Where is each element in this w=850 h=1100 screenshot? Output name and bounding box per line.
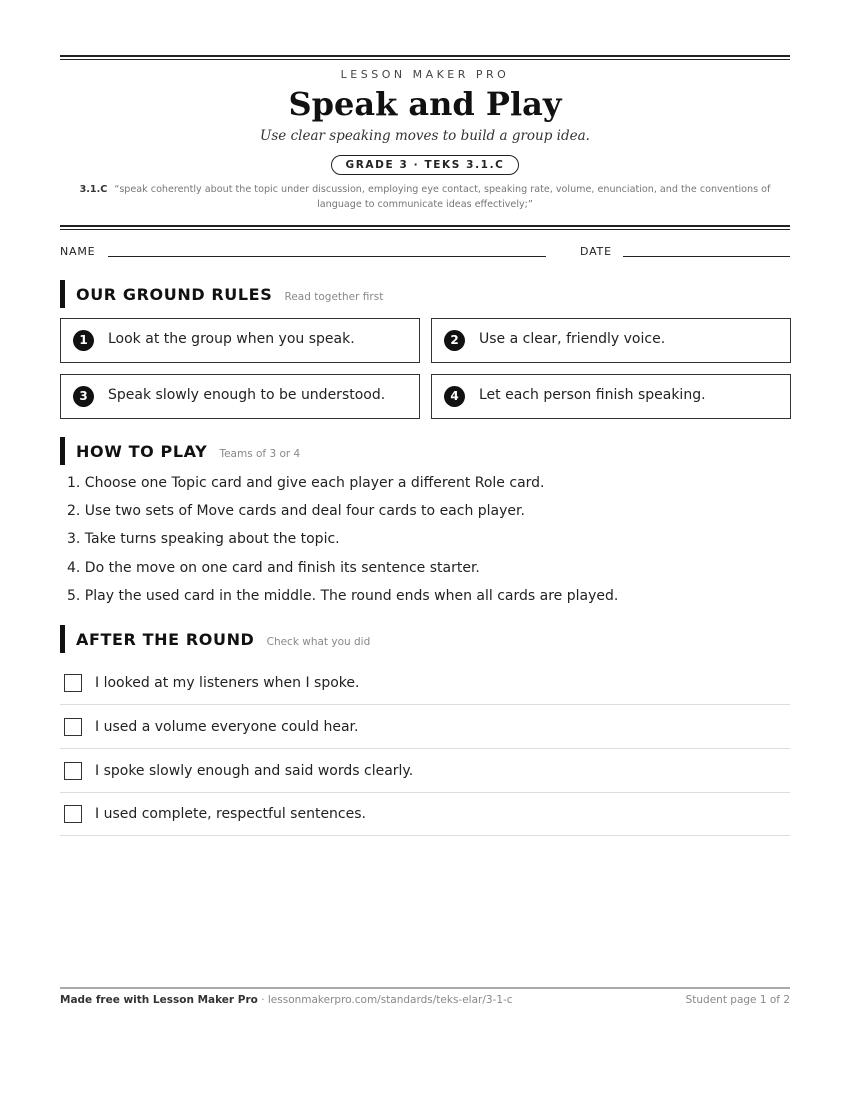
page-title: Speak and Play: [288, 85, 562, 123]
after-round-title: AFTER THE ROUND: [76, 630, 255, 649]
after-round-heading: [60, 625, 790, 653]
after-round-note: Check what you did: [266, 636, 371, 648]
checkbox[interactable]: [64, 718, 82, 736]
ground-rule-card: [431, 374, 791, 419]
step-item: 3. Take turns speaking about the topic.: [67, 531, 340, 548]
ground-rule-card: [60, 318, 420, 363]
rule-number-badge: 4: [444, 386, 465, 407]
step-item: 2. Use two sets of Move cards and deal four cards to each player.: [67, 503, 525, 520]
rule-number-badge: 3: [73, 386, 94, 407]
standard-code: 3.1.C: [79, 184, 108, 195]
checklist-text: I used a volume everyone could hear.: [95, 719, 359, 735]
checkbox[interactable]: [64, 674, 82, 692]
checklist-text: I spoke slowly enough and said words clearly.: [95, 763, 414, 779]
page-subtitle: Use clear speaking moves to build a group idea.: [260, 128, 590, 144]
ground-rule-card: [60, 374, 420, 419]
footer-credit: [60, 994, 513, 1006]
section-bar: [60, 437, 65, 465]
rule-text: Use a clear, friendly voice.: [479, 331, 666, 347]
checklist-item: [60, 749, 790, 793]
how-to-play-steps: [67, 474, 787, 615]
ground-rules-note: Read together first: [284, 291, 384, 303]
ground-rules-heading: [60, 280, 790, 308]
checklist-item: [60, 661, 790, 705]
step-item: 1. Choose one Topic card and give each player a different Role card.: [67, 475, 545, 491]
section-bar: [60, 625, 65, 653]
rule-number-badge: 1: [73, 330, 94, 351]
standard-description: [60, 182, 790, 212]
checklist-text: I used complete, respectful sentences.: [95, 806, 366, 822]
brand-label: LESSON MAKER PRO: [340, 68, 510, 81]
date-label: DATE: [580, 245, 612, 258]
rule-text: Let each person finish speaking.: [479, 387, 706, 403]
ground-rule-card: [431, 318, 791, 363]
worksheet-page: [60, 0, 790, 1100]
step-item: 5. Play the used card in the middle. The round ends when all cards are played.: [67, 587, 619, 604]
standard-text: “speak coherently about the topic under discussion, employing eye contact, speaking rate, volume, enunciation, and the conventions of language to communicate ideas effectively;”: [114, 184, 771, 210]
header-bottom-rule: [60, 225, 790, 227]
checkbox[interactable]: [64, 805, 82, 823]
name-field[interactable]: [108, 256, 546, 257]
ground-rules-title: OUR GROUND RULES: [76, 285, 273, 304]
grade-badge-wrap: [60, 153, 790, 175]
checklist-item: [60, 792, 790, 836]
rule-text: Speak slowly enough to be understood.: [108, 387, 386, 403]
name-label: NAME: [60, 245, 96, 258]
rule-text: Look at the group when you speak.: [108, 331, 355, 347]
footer-rule: [60, 987, 790, 989]
checklist-text: I looked at my listeners when I spoke.: [95, 675, 360, 691]
header-top-rule: [60, 55, 790, 57]
rule-number-badge: 2: [444, 330, 465, 351]
checkbox[interactable]: [64, 762, 82, 780]
footer-page-number: Student page 1 of 2: [685, 994, 790, 1006]
step-item: 4. Do the move on one card and finish its sentence starter.: [67, 559, 480, 576]
name-date-row: [60, 245, 790, 261]
section-bar: [60, 280, 65, 308]
how-to-play-title: HOW TO PLAY: [76, 442, 208, 461]
checklist-item: [60, 705, 790, 749]
footer-url[interactable]: · lessonmakerpro.com/standards/teks-elar/3-1-c: [257, 994, 513, 1006]
footer-made-with: Made free with Lesson Maker Pro: [60, 994, 258, 1006]
how-to-play-heading: [60, 437, 790, 465]
date-field[interactable]: [623, 256, 790, 257]
grade-badge: GRADE 3 · TEKS 3.1.C: [331, 155, 520, 175]
how-to-play-note: Teams of 3 or 4: [219, 448, 301, 460]
